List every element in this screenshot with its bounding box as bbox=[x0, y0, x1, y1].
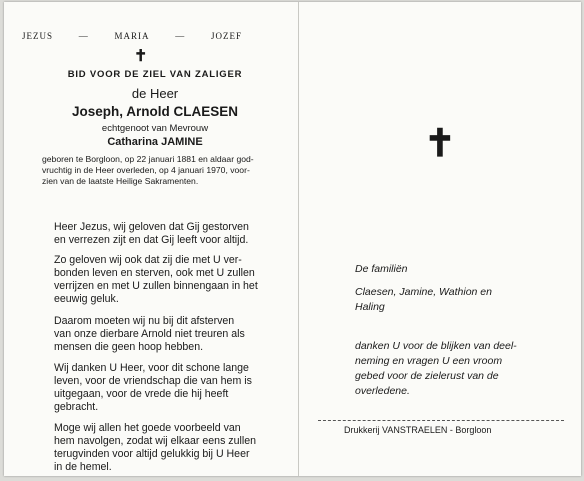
text-line: eeuwig geluk. bbox=[54, 293, 119, 305]
families-heading: De familiën bbox=[355, 263, 408, 275]
thanks-text bbox=[355, 339, 584, 399]
families-line: Haling bbox=[355, 301, 385, 313]
text-line: bonden leven en sterven, ook met U zullen bbox=[54, 267, 255, 279]
text-line: Heer Jezus, wij geloven dat Gij gestorven bbox=[54, 221, 249, 233]
bio-line: geboren te Borgloon, op 22 januari 1881 en aldaar god- bbox=[42, 154, 254, 164]
text-line: mensen die geen hoop hebben. bbox=[54, 341, 204, 353]
prayer-paragraph-2 bbox=[54, 254, 302, 306]
prayer-title: BID VOOR DE ZIEL VAN ZALIGER bbox=[67, 69, 243, 80]
thanks-line: overledene. bbox=[355, 385, 410, 397]
text-line: verrijzen en met U zullen binnengaan in het bbox=[54, 280, 258, 292]
text-line: terugvinden voor altijd gelukkig bij U Heer bbox=[54, 448, 250, 460]
prayer-paragraph-4 bbox=[54, 362, 302, 414]
families-names bbox=[355, 285, 492, 315]
text-line: in de hemel. bbox=[54, 461, 112, 473]
bio-line: vruchtig in de Heer overleden, op 4 januari 1970, voor- bbox=[42, 165, 250, 175]
honorific: de Heer bbox=[131, 86, 179, 101]
text-line: Daarom moeten wij nu bij dit afsterven bbox=[54, 315, 235, 327]
text-line: Zo geloven wij ook dat zij die met U ver- bbox=[54, 254, 242, 266]
thanks-line: gebed voor de zielerust van de bbox=[355, 370, 499, 382]
saints-line bbox=[22, 31, 242, 41]
thanks-line: neming en vragen U een vroom bbox=[355, 355, 503, 367]
saint-jezus: JEZUS bbox=[22, 31, 54, 41]
prayer-paragraph-1 bbox=[54, 221, 302, 247]
spouse-name: Catharina JAMINE bbox=[107, 136, 203, 148]
saints-separator: — bbox=[175, 31, 186, 41]
thanks-line: danken U voor de blijken van deel- bbox=[355, 340, 517, 352]
families-line: Claesen, Jamine, Wathion en bbox=[355, 286, 492, 298]
prayer-paragraph-3 bbox=[54, 315, 302, 354]
text-line: Moge wij allen het goede voorbeeld van bbox=[54, 422, 241, 434]
biography bbox=[42, 154, 292, 187]
large-cross-icon: ✝ bbox=[424, 120, 456, 165]
deceased-name: Joseph, Arnold CLAESEN bbox=[71, 104, 238, 119]
saint-jozef: JOZEF bbox=[210, 31, 242, 41]
text-line: van onze dierbare Arnold niet treuren als bbox=[54, 328, 245, 340]
text-line: Wij danken U Heer, voor dit schone lange bbox=[54, 362, 249, 374]
text-line: gebracht. bbox=[54, 401, 99, 413]
text-line: uitgegaan, voor de vrede die hij heeft bbox=[54, 388, 229, 400]
small-cross-icon: ✝ bbox=[134, 46, 148, 65]
text-line: leven, voor de vriendschap die van hem is bbox=[54, 375, 252, 387]
divider-line bbox=[318, 420, 564, 421]
saints-separator: — bbox=[78, 31, 89, 41]
printer-credit: Drukkerij VANSTRAELEN - Borgloon bbox=[344, 425, 492, 435]
text-line: hem navolgen, zodat wij elkaar eens zullen bbox=[54, 435, 256, 447]
text-line: en verrezen zijt en dat Gij leeft voor altijd. bbox=[54, 234, 249, 246]
bio-line: zien van de laatste Heilige Sakramenten. bbox=[42, 176, 199, 186]
spouse-label: echtgenoot van Mevrouw bbox=[101, 123, 209, 134]
saint-maria: MARIA bbox=[114, 31, 150, 41]
prayer-paragraph-5 bbox=[54, 422, 302, 474]
